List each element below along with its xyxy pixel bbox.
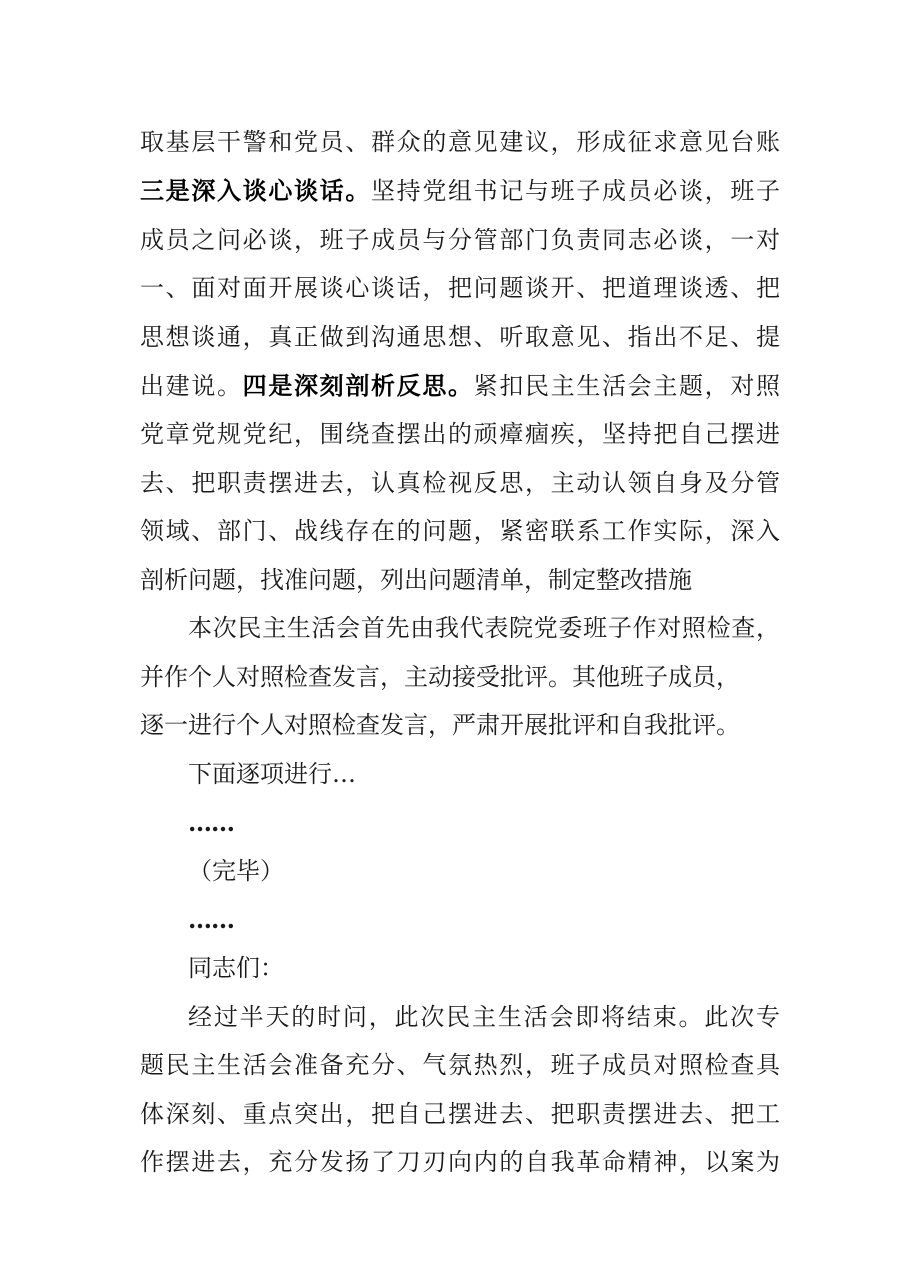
line-text: 下面逐项进行…: [188, 760, 356, 788]
line-text: 并作个人对照检查发言，主动接受批评。其他班子成员，: [140, 663, 740, 691]
ellipsis-line-1: [188, 808, 780, 838]
paragraph-line-7: [140, 419, 780, 449]
line-text: 一、面对面开展谈心谈话，把问题谈开、把道理谈透、把: [140, 274, 780, 302]
paragraph-line-3: [140, 225, 780, 255]
line-text: 题民主生活会准备充分、气氛热烈，班子成员对照检查具: [140, 1051, 780, 1079]
line-text: 经过半天的时问，此次民主生活会即将结束。此次专: [188, 1003, 780, 1031]
paragraph-line-13: [140, 710, 780, 740]
paragraph-line-9: [140, 516, 780, 546]
paragraph-line-4: [140, 273, 780, 303]
paragraph-line-11: [188, 613, 780, 643]
paragraph-line-5: [140, 322, 780, 352]
line-text: 坚持党组书记与班子成员必谈，班子: [371, 177, 780, 205]
line-text: 思想谈通，真正做到沟通思想、听取意见、指出不足、提: [140, 323, 780, 351]
ellipsis-text: ……: [188, 905, 234, 934]
bold-heading-three: 三是深入谈心谈话。: [140, 177, 371, 205]
bold-heading-four: 四是深刻剖析反思。: [242, 372, 474, 400]
paragraph-line-6: [140, 371, 780, 401]
paragraph-line-22: [140, 1147, 780, 1177]
line-text: 领域、部门、战线存在的问题，紧密联系工作实际，深入: [140, 517, 780, 545]
paragraph-line-1: [140, 127, 780, 157]
line-text: 去、把职责摆进去，认真检视反思，主动认领自身及分管: [140, 469, 780, 497]
line-text: 本次民主生活会首先由我代表院党委班子作对照检查，: [188, 614, 780, 642]
line-text: 紧扣民主生活会主题，对照: [473, 372, 781, 400]
paragraph-line-20: [140, 1050, 780, 1080]
ellipsis-line-2: [188, 905, 780, 935]
line-text: 党章党规党纪，围绕查摆出的顽瘴痼疾，坚持把自己摆进: [140, 420, 780, 448]
line-text: 同志们：: [188, 954, 284, 982]
paragraph-line-14: [188, 759, 780, 789]
line-text: 体深刻、重点突出，把自己摆进去、把职责摆进去、把工: [140, 1100, 780, 1128]
line-text: 剖析问题，找准问题，列出问题清单，制定整改措施: [140, 566, 692, 594]
line-text: （完毕）: [188, 857, 284, 885]
line-text: 成员之问必谈，班子成员与分管部门负责同志必谈，一对: [140, 226, 780, 254]
paragraph-line-complete: [188, 856, 780, 886]
line-text: 逐一进行个人对照检查发言，严肃开展批评和自我批评。: [140, 711, 740, 739]
paragraph-line-10: [140, 565, 780, 595]
paragraph-line-2: [140, 176, 780, 206]
line-text: 作摆进去，充分发扬了刀刃向内的自我革命精神，以案为: [140, 1148, 780, 1176]
paragraph-line-19: [188, 1002, 780, 1032]
paragraph-line-8: [140, 468, 780, 498]
line-text: 取基层干警和党员、群众的意见建议，形成征求意见台账: [140, 128, 780, 156]
line-text-pre: 出建说。: [140, 372, 243, 400]
paragraph-line-12: [140, 662, 780, 692]
paragraph-line-21: [140, 1099, 780, 1129]
ellipsis-text: ……: [188, 808, 234, 837]
paragraph-line-greeting: [188, 953, 780, 983]
